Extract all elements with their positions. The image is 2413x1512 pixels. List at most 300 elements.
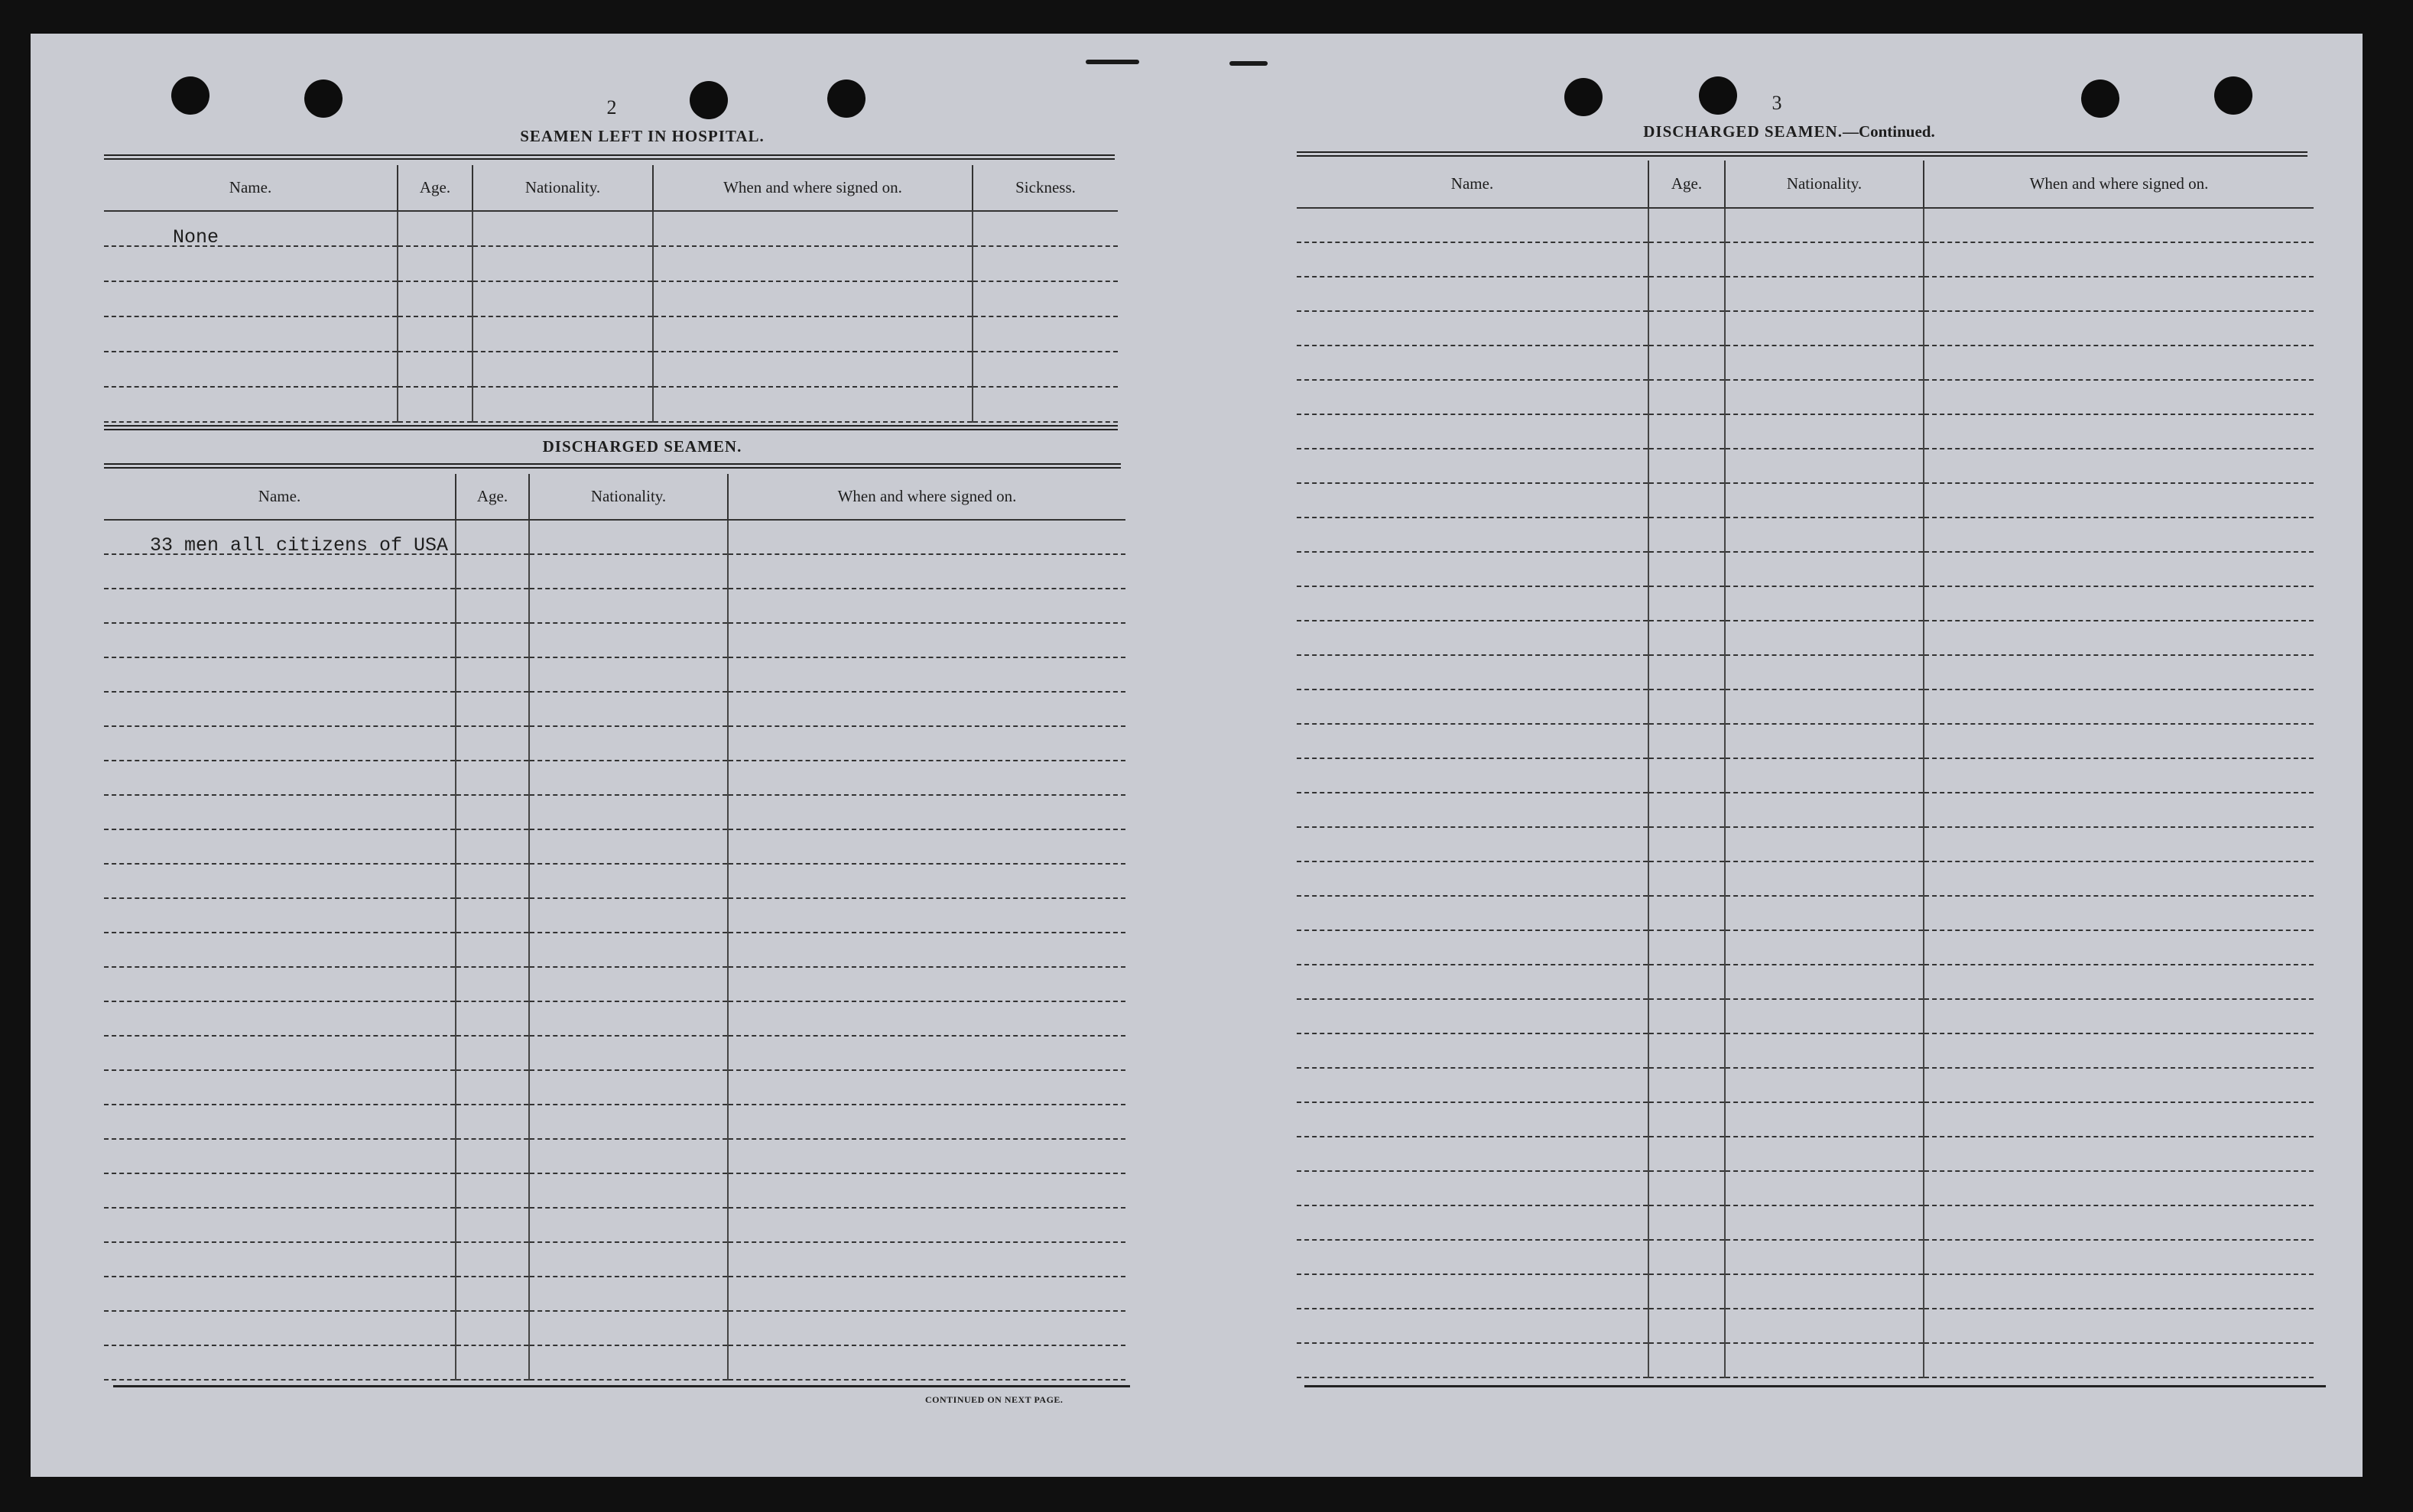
table-cell	[1297, 1274, 1648, 1309]
table-cell	[104, 692, 456, 726]
table-row	[1297, 414, 2314, 449]
table-cell	[104, 352, 398, 387]
table-cell	[1924, 552, 2314, 586]
page-number: 3	[1772, 92, 1782, 114]
table-cell	[104, 933, 456, 967]
table-row	[1297, 1033, 2314, 1068]
table-cell	[1297, 896, 1648, 930]
table-row	[1297, 1240, 2314, 1274]
table-cell	[728, 1105, 1125, 1139]
table-cell	[1297, 242, 1648, 277]
column-header: When and where signed on.	[1924, 161, 2314, 208]
table-cell	[456, 589, 529, 623]
table-cell	[1725, 930, 1924, 965]
table-cell	[1297, 965, 1648, 999]
table-cell	[1725, 1033, 1924, 1068]
table-cell	[456, 1311, 529, 1345]
table-cell	[1725, 1240, 1924, 1274]
table-cell	[529, 967, 728, 1001]
table-cell	[529, 829, 728, 864]
table-cell	[1648, 965, 1725, 999]
table-row	[1297, 758, 2314, 793]
table-row	[1297, 861, 2314, 896]
document-sheet	[31, 34, 2363, 1477]
table-cell	[1648, 793, 1725, 827]
table-cell	[1648, 1309, 1725, 1343]
table-cell	[1648, 1068, 1725, 1102]
table-cell	[104, 281, 398, 316]
table-cell	[456, 1070, 529, 1105]
table-cell	[529, 898, 728, 933]
table-cell	[456, 726, 529, 761]
double-rule	[1297, 151, 2307, 157]
table-cell	[1924, 655, 2314, 689]
table-cell	[1725, 896, 1924, 930]
table-row	[104, 1345, 1125, 1380]
table-cell	[473, 211, 653, 246]
table-cell	[728, 1208, 1125, 1242]
table-cell	[728, 864, 1125, 898]
table-cell	[728, 1277, 1125, 1311]
table-row	[104, 726, 1125, 761]
table-cell	[1725, 1137, 1924, 1171]
table-row	[104, 829, 1125, 864]
table-cell	[529, 1105, 728, 1139]
table-cell	[104, 387, 398, 422]
table-cell	[1725, 518, 1924, 552]
table-cell	[104, 589, 456, 623]
table-cell	[728, 589, 1125, 623]
table-cell	[1924, 1137, 2314, 1171]
table-cell	[1924, 311, 2314, 346]
table-cell	[1297, 552, 1648, 586]
table-cell	[456, 967, 529, 1001]
table-cell	[1924, 449, 2314, 483]
table-row	[104, 281, 1118, 316]
table-cell	[104, 967, 456, 1001]
table-cell	[473, 281, 653, 316]
table-cell	[1297, 1068, 1648, 1102]
table-row	[104, 352, 1118, 387]
table-cell	[1297, 1309, 1648, 1343]
table-row	[1297, 621, 2314, 655]
hospital-section-title: SEAMEN LEFT IN HOSPITAL.	[520, 127, 765, 145]
table-cell	[1297, 999, 1648, 1033]
right-page	[1239, 34, 2340, 1477]
column-header: Name.	[104, 165, 398, 211]
table-cell	[728, 657, 1125, 692]
table-row	[1297, 449, 2314, 483]
typed-entry: 33 men all citizens of USA	[150, 534, 449, 556]
table-cell	[104, 1105, 456, 1139]
table-row	[1297, 311, 2314, 346]
table-row	[104, 246, 1118, 281]
table-row	[104, 1105, 1125, 1139]
table-row	[1297, 999, 2314, 1033]
table-cell	[973, 246, 1118, 281]
table-cell	[1725, 1274, 1924, 1309]
table-cell	[456, 1139, 529, 1173]
table-cell	[1648, 827, 1725, 861]
double-rule	[104, 463, 1121, 469]
table-cell	[529, 554, 728, 589]
table-cell	[653, 387, 973, 422]
table-cell	[456, 795, 529, 829]
table-cell	[456, 623, 529, 657]
table-cell	[456, 1277, 529, 1311]
table-row	[1297, 655, 2314, 689]
table-cell	[1648, 861, 1725, 896]
table-row	[104, 387, 1118, 422]
table-cell	[653, 316, 973, 352]
table-cell	[1924, 1205, 2314, 1240]
table-cell	[1725, 311, 1924, 346]
table-cell	[653, 352, 973, 387]
table-cell	[104, 1139, 456, 1173]
table-cell	[1725, 1102, 1924, 1137]
table-cell	[1725, 655, 1924, 689]
table-cell	[456, 692, 529, 726]
table-row	[1297, 896, 2314, 930]
table-cell	[104, 520, 456, 554]
table-cell	[456, 520, 529, 554]
table-cell	[1725, 346, 1924, 380]
table-cell	[728, 1345, 1125, 1380]
table-cell	[1297, 586, 1648, 621]
table-cell	[456, 1208, 529, 1242]
table-cell	[456, 829, 529, 864]
table-cell	[1725, 793, 1924, 827]
table-cell	[1725, 242, 1924, 277]
table-cell	[1297, 689, 1648, 724]
double-rule	[104, 154, 1115, 160]
table-cell	[1924, 1343, 2314, 1377]
table-cell	[1648, 208, 1725, 242]
table-row	[104, 520, 1125, 554]
table-cell	[456, 898, 529, 933]
table-cell	[529, 761, 728, 795]
table-cell	[104, 898, 456, 933]
column-header: When and where signed on.	[653, 165, 973, 211]
table-cell	[1297, 449, 1648, 483]
table-cell	[104, 246, 398, 281]
table-row	[1297, 380, 2314, 414]
table-cell	[529, 933, 728, 967]
discharged-continued-title-main: DISCHARGED SEAMEN.	[1643, 122, 1843, 141]
table-row	[1297, 242, 2314, 277]
table-cell	[1924, 208, 2314, 242]
table-cell	[529, 1311, 728, 1345]
table-cell	[1297, 1205, 1648, 1240]
table-cell	[728, 1139, 1125, 1173]
table-cell	[529, 657, 728, 692]
table-cell	[529, 520, 728, 554]
table-cell	[1924, 483, 2314, 518]
table-cell	[104, 1036, 456, 1070]
table-cell	[456, 1036, 529, 1070]
table-cell	[473, 387, 653, 422]
table-row	[104, 967, 1125, 1001]
table-cell	[728, 1173, 1125, 1208]
table-cell	[1648, 1102, 1725, 1137]
table-cell	[104, 761, 456, 795]
table-cell	[456, 1173, 529, 1208]
table-cell	[1924, 724, 2314, 758]
table-row	[1297, 827, 2314, 861]
table-cell	[1725, 277, 1924, 311]
table-cell	[529, 1036, 728, 1070]
hospital-table	[104, 165, 1118, 423]
column-header: When and where signed on.	[728, 474, 1125, 520]
table-row	[1297, 552, 2314, 586]
table-cell	[1648, 930, 1725, 965]
table-cell	[1648, 311, 1725, 346]
table-cell	[398, 211, 473, 246]
table-cell	[1297, 1033, 1648, 1068]
table-cell	[398, 316, 473, 352]
table-row	[1297, 277, 2314, 311]
table-cell	[1924, 965, 2314, 999]
table-cell	[1725, 483, 1924, 518]
table-cell	[529, 864, 728, 898]
table-cell	[1924, 930, 2314, 965]
table-cell	[1297, 414, 1648, 449]
table-cell	[1648, 655, 1725, 689]
table-row	[1297, 1274, 2314, 1309]
table-cell	[1297, 861, 1648, 896]
table-row	[104, 1277, 1125, 1311]
table-cell	[973, 352, 1118, 387]
table-cell	[104, 1242, 456, 1277]
table-cell	[1924, 242, 2314, 277]
bottom-rule	[113, 1385, 1130, 1387]
table-cell	[1725, 621, 1924, 655]
table-cell	[1725, 689, 1924, 724]
table-cell	[728, 520, 1125, 554]
table-row	[1297, 689, 2314, 724]
table-cell	[1924, 621, 2314, 655]
table-cell	[1297, 1240, 1648, 1274]
table-row	[1297, 483, 2314, 518]
table-cell	[1924, 1309, 2314, 1343]
table-cell	[728, 967, 1125, 1001]
table-cell	[1924, 586, 2314, 621]
table-cell	[529, 1070, 728, 1105]
table-cell	[1725, 965, 1924, 999]
table-cell	[1648, 1205, 1725, 1240]
table-cell	[473, 352, 653, 387]
table-cell	[529, 1277, 728, 1311]
table-cell	[1725, 999, 1924, 1033]
discharged-table	[104, 474, 1125, 1381]
table-cell	[973, 281, 1118, 316]
table-cell	[1648, 552, 1725, 586]
table-row	[1297, 965, 2314, 999]
table-cell	[1924, 861, 2314, 896]
table-cell	[1648, 724, 1725, 758]
table-cell	[456, 761, 529, 795]
table-cell	[1924, 380, 2314, 414]
column-header: Name.	[1297, 161, 1648, 208]
table-cell	[728, 1001, 1125, 1036]
table-row	[1297, 1309, 2314, 1343]
table-row	[1297, 1137, 2314, 1171]
table-cell	[973, 316, 1118, 352]
table-cell	[1924, 758, 2314, 793]
table-row	[104, 1139, 1125, 1173]
page-number: 2	[606, 96, 617, 118]
column-header: Nationality.	[473, 165, 653, 211]
table-row	[104, 589, 1125, 623]
table-cell	[1297, 311, 1648, 346]
table-cell	[1725, 1343, 1924, 1377]
table-cell	[529, 692, 728, 726]
table-cell	[104, 657, 456, 692]
column-header: Age.	[1648, 161, 1725, 208]
table-cell	[1648, 758, 1725, 793]
discharged-continued-table	[1297, 161, 2314, 1378]
table-cell	[1297, 724, 1648, 758]
table-cell	[728, 1070, 1125, 1105]
table-cell	[1725, 1205, 1924, 1240]
table-cell	[1297, 208, 1648, 242]
table-cell	[1924, 793, 2314, 827]
discharged-continued-title	[1590, 122, 1988, 141]
table-row	[104, 1036, 1125, 1070]
left-page	[31, 34, 1193, 1477]
table-row	[104, 1242, 1125, 1277]
table-cell	[529, 1345, 728, 1380]
table-row	[104, 1208, 1125, 1242]
table-cell	[728, 1036, 1125, 1070]
table-cell	[104, 554, 456, 589]
table-cell	[456, 657, 529, 692]
table-cell	[1725, 208, 1924, 242]
typed-entry: None	[173, 226, 219, 248]
table-cell	[653, 211, 973, 246]
table-cell	[104, 623, 456, 657]
table-row	[104, 692, 1125, 726]
table-cell	[529, 623, 728, 657]
table-cell	[104, 795, 456, 829]
table-cell	[456, 1242, 529, 1277]
table-cell	[1924, 1033, 2314, 1068]
table-cell	[1648, 1033, 1725, 1068]
table-cell	[728, 898, 1125, 933]
table-cell	[1924, 346, 2314, 380]
table-cell	[104, 1173, 456, 1208]
table-cell	[1725, 827, 1924, 861]
table-cell	[728, 1311, 1125, 1345]
column-header: Age.	[398, 165, 473, 211]
table-cell	[1725, 552, 1924, 586]
table-cell	[104, 1311, 456, 1345]
table-cell	[1725, 1171, 1924, 1205]
table-cell	[529, 589, 728, 623]
table-cell	[1725, 414, 1924, 449]
table-cell	[1725, 758, 1924, 793]
table-row	[104, 657, 1125, 692]
table-cell	[1924, 1240, 2314, 1274]
table-cell	[1297, 1137, 1648, 1171]
table-cell	[456, 1001, 529, 1036]
table-cell	[653, 246, 973, 281]
table-cell	[456, 1345, 529, 1380]
table-cell	[1924, 1068, 2314, 1102]
table-row	[1297, 1343, 2314, 1377]
table-row	[1297, 724, 2314, 758]
table-cell	[1648, 896, 1725, 930]
table-cell	[1725, 380, 1924, 414]
table-cell	[529, 795, 728, 829]
table-cell	[456, 554, 529, 589]
table-cell	[104, 829, 456, 864]
table-cell	[728, 1242, 1125, 1277]
table-row	[1297, 518, 2314, 552]
table-cell	[1297, 346, 1648, 380]
table-cell	[104, 864, 456, 898]
table-cell	[1297, 1102, 1648, 1137]
table-cell	[1297, 655, 1648, 689]
table-cell	[1648, 277, 1725, 311]
table-cell	[1297, 930, 1648, 965]
column-header: Nationality.	[1725, 161, 1924, 208]
column-header: Nationality.	[529, 474, 728, 520]
table-cell	[456, 933, 529, 967]
table-row	[104, 554, 1125, 589]
table-cell	[1924, 518, 2314, 552]
table-row	[104, 933, 1125, 967]
table-row	[104, 1001, 1125, 1036]
table-cell	[728, 795, 1125, 829]
table-cell	[104, 316, 398, 352]
table-cell	[1924, 827, 2314, 861]
table-cell	[1648, 380, 1725, 414]
table-row	[1297, 930, 2314, 965]
table-cell	[529, 1139, 728, 1173]
table-row	[1297, 793, 2314, 827]
table-cell	[1725, 724, 1924, 758]
table-cell	[1648, 346, 1725, 380]
table-cell	[529, 1001, 728, 1036]
table-row	[104, 864, 1125, 898]
column-header: Sickness.	[973, 165, 1118, 211]
table-cell	[1648, 483, 1725, 518]
table-cell	[728, 829, 1125, 864]
table-row	[1297, 1102, 2314, 1137]
table-row	[1297, 1068, 2314, 1102]
table-cell	[1648, 999, 1725, 1033]
table-cell	[653, 281, 973, 316]
table-cell	[973, 211, 1118, 246]
table-cell	[1297, 793, 1648, 827]
table-cell	[1725, 861, 1924, 896]
table-cell	[104, 1070, 456, 1105]
table-row	[104, 1311, 1125, 1345]
table-cell	[1297, 827, 1648, 861]
table-cell	[1297, 518, 1648, 552]
table-cell	[104, 1001, 456, 1036]
table-cell	[1924, 277, 2314, 311]
table-row	[104, 1173, 1125, 1208]
table-row	[104, 1070, 1125, 1105]
double-rule	[104, 425, 1118, 430]
table-cell	[1297, 380, 1648, 414]
column-header: Age.	[456, 474, 529, 520]
table-cell	[1924, 414, 2314, 449]
table-cell	[1725, 1309, 1924, 1343]
bottom-rule	[1304, 1385, 2326, 1387]
